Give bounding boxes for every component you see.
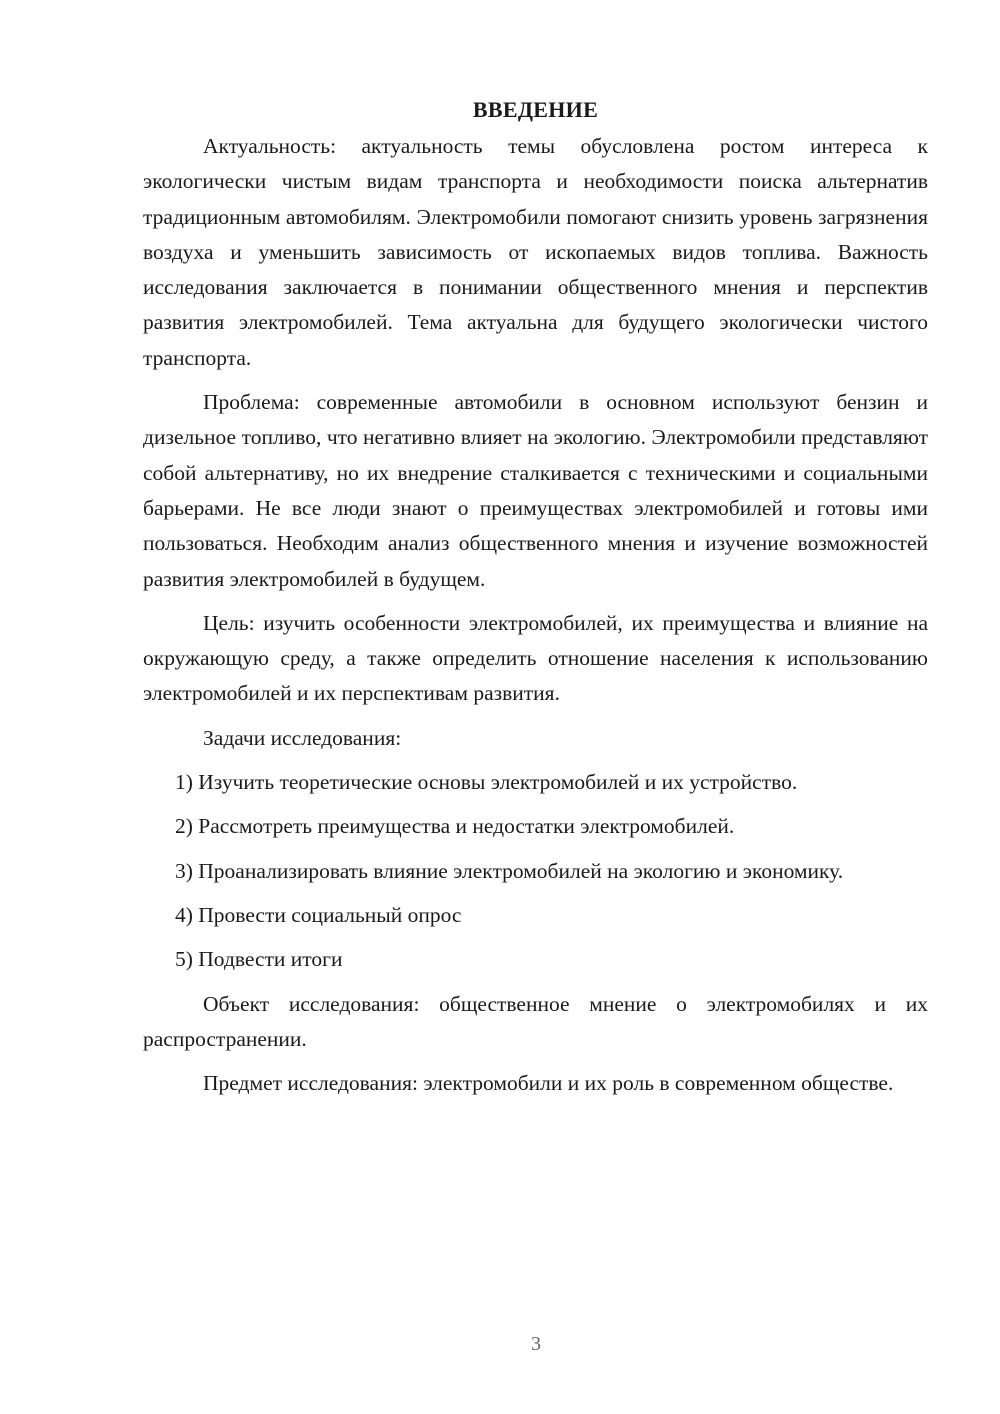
- task-item-1: 1) Изучить теоретические основы электромобилей и их устройство.: [175, 770, 798, 795]
- goal-paragraph: Цель: изучить особенности электромобилей, их преимущества и влияние на окружающую среду, а также определить отношение населения к использованию электромобилей и их перспективам развития.: [143, 610, 928, 706]
- task-item-5: 5) Подвести итоги: [175, 947, 343, 972]
- task-item-2: 2) Рассмотреть преимущества и недостатки электромобилей.: [175, 814, 735, 839]
- tasks-heading: Задачи исследования:: [203, 725, 402, 750]
- task-item-3: 3) Проанализировать влияние электромобилей на экологию и экономику.: [175, 858, 844, 883]
- document-page: [143, 92, 928, 1110]
- page-number: 3: [531, 1333, 541, 1355]
- section-heading: ВВЕДЕНИЕ: [472, 97, 599, 122]
- task-item-4: 4) Провести социальный опрос: [175, 902, 462, 927]
- subject-paragraph: Предмет исследования: электромобили и их роль в современном обществе.: [203, 1071, 894, 1096]
- relevance-paragraph: Актуальность: актуальность темы обусловлена ростом интереса к экологически чистым видам транспорта и необходимости поиска альтернатив традиционным автомобилям. Электромобили помогают снизить уровень загрязнения воздуха и уменьшить зависимость от ископаемых видов топлива. Важность исследования заключается в понимании общественного мнения и перспектив развития электромобилей. Тема актуальна для будущего экологически чистого транспорта.: [143, 134, 928, 370]
- problem-paragraph: Проблема: современные автомобили в основном используют бензин и дизельное топливо, что негативно влияет на экологию. Электромобили представляют собой альтернативу, но их внедрение сталкивается с техническими и социальными барьерами. Не все люди знают о преимуществах электромобилей и готовы ими пользоваться. Необходим анализ общественного мнения и изучение возможностей развития электромобилей в будущем.: [143, 390, 928, 591]
- object-paragraph: Объект исследования: общественное мнение о электромобилях и их распространении.: [143, 991, 928, 1051]
